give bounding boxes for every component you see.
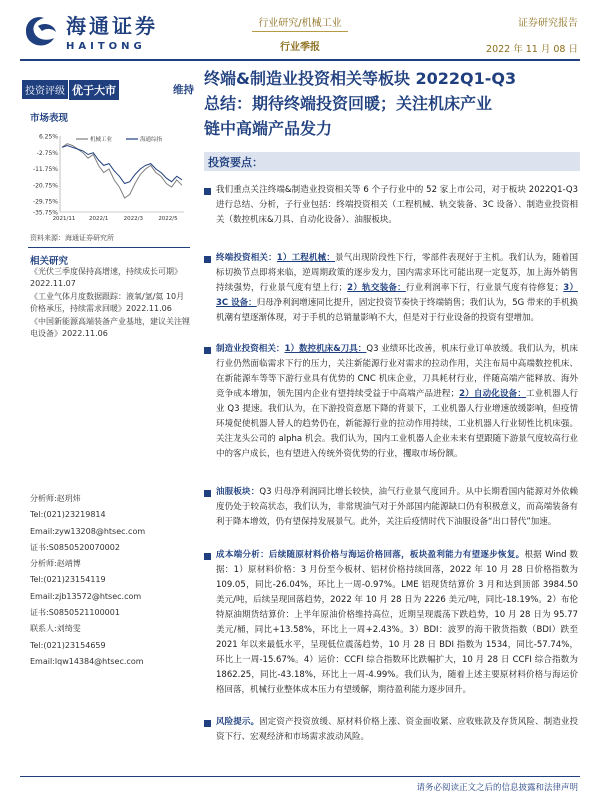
report-category: 行业研究/机械工业 — [258, 18, 342, 29]
title-line: 终端&制造业投资相关等板块 2022Q1-Q3 — [204, 69, 517, 88]
section-heading: 制造业投资相关： — [216, 344, 285, 354]
related-item[interactable]: 《光伏三季度保持高增速，持续成长可期》2022.11.07 — [30, 267, 182, 288]
page-header — [0, 0, 600, 66]
related-item[interactable]: 《中国新能源高端装备产业基地，建议关注锂电设备》2022.11.06 — [30, 317, 190, 338]
bullet-icon — [204, 347, 211, 354]
subsection-label: 3）3C 设备： — [216, 283, 578, 308]
section-heading: 风险提示。 — [216, 717, 260, 727]
x-tick-label: 2021/11 — [52, 216, 76, 222]
analyst-line: Tel:(021)23154119 — [30, 575, 106, 585]
title-line: 链中高端产品发力 — [204, 119, 333, 138]
series-line — [62, 144, 182, 198]
terminal-investment-paragraph — [216, 251, 578, 326]
section-text: 景气出现阶段性下行，零部件表现好于主机。我们认为，随着国标切换节点即将来临，逆周期政策的逐步发力，国内需求环比可能出现一定复苏，加上海外销售持续强势，行业景气度有望上行； — [216, 253, 578, 293]
market-performance-title: 市场表现 — [30, 113, 69, 124]
disclaimer-footer[interactable]: 请务必阅读正文之后的信息披露和法律声明 — [416, 783, 578, 793]
investment-rating — [22, 80, 194, 99]
logo-english-name: HAITONG — [66, 41, 146, 52]
title-line: 总结：期待终端投资回暖；关注机床产业 — [204, 94, 493, 113]
manufacturing-investment-paragraph — [216, 342, 578, 462]
market-chart — [30, 130, 190, 226]
company-logo — [22, 10, 158, 52]
footer-rule — [20, 776, 580, 777]
x-tick-label: 2022/1 — [88, 216, 109, 222]
bullet-icon — [204, 553, 211, 560]
report-kind: 证券研究报告 — [518, 18, 578, 29]
chart-source: 资料来源：海通证券研究所 — [30, 234, 114, 242]
related-research-title: 相关研究 — [30, 256, 69, 267]
bullet-icon — [204, 490, 211, 497]
related-research-list — [30, 266, 190, 341]
section-text: 归母净利润增速同比提升，固定投资节奏快于终端销售；我们认为，5G 带来的手机换机潮有望逐渐体现，对于手机的总销量影响不大，但是对于行业设备的投资有望增加。 — [216, 298, 578, 323]
haitong-logo-icon — [22, 12, 60, 50]
logo-chinese-name: 海通证券 — [66, 14, 158, 38]
analyst-line[interactable]: Email:lqw14384@htsec.com — [30, 656, 144, 666]
y-tick-label: -20.75% — [32, 182, 58, 190]
report-date: 2022 年 11 月 08 日 — [486, 44, 578, 55]
analyst-line: Tel:(021)23154659 — [30, 640, 106, 650]
oil-service-paragraph — [216, 485, 578, 530]
subsection-label: 2）自动化设备： — [459, 389, 527, 399]
y-tick-label: -29.75% — [32, 198, 58, 206]
bullet-icon — [204, 188, 211, 195]
rating-value: 优于大市 — [68, 80, 119, 100]
header-divider — [252, 31, 348, 32]
legend-label: 机械工业 — [90, 137, 113, 143]
report-title — [204, 66, 584, 141]
analyst-contacts — [30, 491, 190, 670]
analyst-line: 证书:S0850520070002 — [30, 542, 120, 552]
report-type: 行业季报 — [280, 42, 320, 53]
section-text: 工业机器人行业 Q3 提速。我们认为，在下游投资意愿下降的背景下，工业机器人行业增速放缓影响，但疫情环境促使机器人替人的趋势仍在，新能源行业的拉动作用持续，工业机器人行业韧性比机床强。关注龙头公司的 alpha 机会。我们认为，国内工业机器人企业未来有望跟随下游景气度较高行业中的客户成长，也有望进入传统外资优势的行业，攫取市场份额。 — [216, 389, 578, 459]
analyst-line[interactable]: Email:zyw13208@htsec.com — [30, 526, 146, 536]
rating-label: 投资评级 — [22, 80, 68, 99]
section-text: Q3 归母净利润同比增长较快，油气行业景气度回升。从中长期看国内能源对外依赖度仍处于较高状态，我们认为，非常规油气对于外部国内能源缺口仍有积极意义，而高端装备有利于降本增效，仍有望保持发展景气。此外，关注后疫情时代下油服设备“出口替代”加速。 — [216, 487, 578, 527]
analyst-line: 证书:S0850521100001 — [30, 608, 120, 618]
risk-paragraph — [216, 715, 578, 745]
section-heading: 终端投资相关： — [216, 253, 277, 263]
x-tick-label: 2022/5 — [158, 216, 178, 222]
y-tick-label: -2.75% — [36, 149, 58, 157]
header-rule — [20, 59, 580, 61]
market-chart-svg — [30, 130, 190, 226]
section-heading: 油服板块： — [216, 487, 260, 497]
sidebar-divider — [28, 247, 190, 248]
analyst-line: 分析师:赵玥炜 — [30, 494, 81, 503]
key-points-bar — [204, 152, 580, 171]
key-points-title: 投资要点： — [208, 156, 263, 169]
analyst-line: Tel:(021)23219814 — [30, 510, 106, 520]
y-tick-label: -35.75% — [32, 209, 58, 217]
summary-text: 我们重点关注终端&制造业投资相关等 6 个子行业中的 52 家上市公司，对于板块 2022Q1-Q3 进行总结、分析，子行业包括：终端投资相关（工程机械、轨交装备、3C 设备）、制造业投资相关（数控机床&刀具、自动化设备）、油服板块。 — [216, 185, 578, 225]
y-tick-label: 6.25% — [38, 133, 58, 141]
analyst-line: 联系人:刘绮雯 — [30, 624, 81, 634]
y-tick-label: -11.75% — [32, 166, 58, 174]
legend-label: 海通综指 — [140, 137, 163, 143]
rating-action: 维持 — [173, 84, 194, 96]
section-text: 行业利润率下行，行业景气度有待修复； — [405, 283, 564, 293]
subsection-label: 1）数控机床&刀具： — [284, 344, 367, 354]
analyst-line[interactable]: Email:zjb13572@htsec.com — [30, 591, 142, 601]
related-item[interactable]: 《工业气体月度数据跟踪：液氧/氩/氦 10月价格承压，持续需求回暖》2022.11.06 — [30, 292, 185, 313]
section-text: Q3 业绩环比改善，机床行业订单放缓。我们认为，机床行业仍然面临需求下行的压力，关注新能源行业对需求的拉动作用，关注布局中高端数控机床、在新能源车等等下游行业具有优势的 CNC 机床企业，刀具耗材行业，伴随高端产能释放、海外竞争成本增加，领先国内企业有望持续受益于中高端产品进程； — [216, 344, 578, 399]
summary-paragraph — [216, 183, 578, 228]
subsection-label: 2）轨交装备： — [347, 283, 406, 293]
subsection-label: 1）工程机械： — [276, 253, 336, 263]
bullet-icon — [204, 720, 211, 727]
x-tick-label: 2022/3 — [123, 216, 144, 222]
bullet-icon — [204, 256, 211, 263]
section-text: 根据 Wind 数据：1）原材料价格：3 月份至今板材、铝材价格持续回落，2022 年 10 月 28 日价格指数为 109.05，同比-26.04%，环比上一周-0.97%。LME 铝现货结算价 3 月和达到顶部 3984.50 美元/吨，后续呈现回落趋势，2022 年 10 月 28 日为 2226 美元/吨，同比-18.19%。2）布伦特原油期货结算价：上半年原油价格维持高位，近期呈现震荡下跌趋势，10 月 28 日为 95.77 美元/桶，同比+13.58%，环比上一周+2.43%。3）BDI：波罗的海干散货指数（BDI）跌至 2021 年以来最低水平，呈现低位震荡趋势，10 月 28 日 BDI 指数为 1534，同比-57.74%，环比上一周-15.67%。4）运价：CCFI 综合指数环比跌幅扩大，10 月 28 日 CCFI 综合指数为 1862.25，同比-43.18%，环比上一周-4.99%。我们认为，随着上述主要原材料价格与海运价格回落，机械行业整体成本压力有望缓解，期待盈利能力逐步回升。 — [216, 550, 578, 695]
analyst-line: 分析师:赵靖博 — [30, 559, 81, 569]
section-text: 固定资产投资放缓、原材料价格上涨、资金面收紧、应收账款及存货风险、制造业投资下行、宏观经济和市场需求波动风险。 — [216, 717, 578, 742]
section-heading: 成本端分析：后续随原材料价格与海运价格回落，板块盈利能力有望逐步恢复。 — [216, 550, 525, 560]
cost-analysis-paragraph — [216, 548, 578, 698]
